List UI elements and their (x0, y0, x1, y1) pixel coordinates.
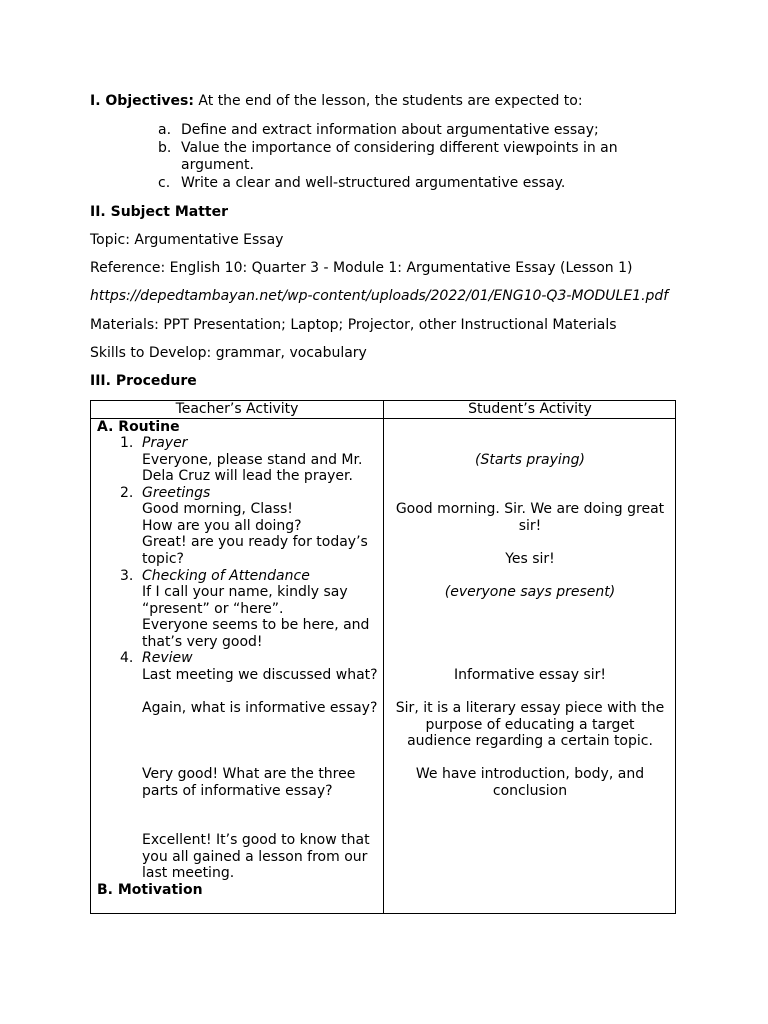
objective-text: Define and extract information about argumentative essay; (181, 122, 599, 138)
student-response: audience regarding a certain topic. (407, 733, 653, 749)
column-divider (383, 401, 384, 913)
item-review: Review (142, 650, 193, 666)
objective-marker: c. (158, 175, 171, 191)
teacher-line: last meeting. (142, 865, 235, 881)
teacher-line: that’s very good! (142, 634, 263, 650)
teacher-line: Everyone, please stand and Mr. (142, 452, 363, 468)
teacher-line: Dela Cruz will lead the prayer. (142, 468, 353, 484)
teacher-line: Excellent! It’s good to know that (142, 832, 370, 848)
objective-text: Write a clear and well-structured argumentative essay. (181, 175, 566, 191)
item-attendance: Checking of Attendance (142, 568, 310, 584)
skills-line: Skills to Develop: grammar, vocabulary (90, 345, 367, 361)
topic-line: Topic: Argumentative Essay (90, 232, 284, 248)
student-response: We have introduction, body, and (415, 766, 645, 782)
teacher-column-header: Teacher’s Activity (175, 401, 299, 417)
objectives-heading: I. Objectives: (90, 93, 194, 109)
student-response: Sir, it is a literary essay piece with the (395, 700, 665, 716)
objective-marker: b. (158, 140, 172, 156)
objectives-line (90, 93, 583, 110)
student-response: Good morning. Sir. We are doing great (395, 501, 665, 517)
student-response: conclusion (492, 783, 568, 799)
teacher-line: Again, what is informative essay? (142, 700, 378, 716)
item-prayer: Prayer (142, 435, 188, 451)
teacher-line: How are you all doing? (142, 518, 302, 534)
student-response: Informative essay sir! (453, 667, 607, 683)
student-response: (everyone says present) (444, 584, 616, 600)
section-routine: A. Routine (97, 419, 180, 435)
subject-matter-heading: II. Subject Matter (90, 204, 229, 220)
teacher-line: If I call your name, kindly say (142, 584, 348, 600)
reference-line: Reference: English 10: Quarter 3 - Module 1: Argumentative Essay (Lesson 1) (90, 260, 633, 276)
section-motivation: B. Motivation (97, 882, 203, 898)
teacher-line: “present” or “here”. (142, 601, 284, 617)
procedure-heading: III. Procedure (90, 373, 197, 389)
student-response: sir! (518, 518, 542, 534)
list-number: 3. (120, 568, 134, 584)
teacher-line: parts of informative essay? (142, 783, 333, 799)
list-number: 4. (120, 650, 134, 666)
list-number: 1. (120, 435, 134, 451)
teacher-line: Last meeting we discussed what? (142, 667, 378, 683)
student-response: Yes sir! (505, 551, 555, 567)
reference-url[interactable]: https://depedtambayan.net/wp-content/uploads/2022/01/ENG10-Q3-MODULE1.pdf (90, 288, 669, 304)
student-column-header: Student’s Activity (468, 401, 592, 417)
objectives-intro: At the end of the lesson, the students are expected to: (198, 93, 583, 109)
student-response: (Starts praying) (474, 452, 586, 468)
materials-line: Materials: PPT Presentation; Laptop; Projector, other Instructional Materials (90, 317, 617, 333)
teacher-line: Good morning, Class! (142, 501, 293, 517)
teacher-line: Everyone seems to be here, and (142, 617, 370, 633)
list-number: 2. (120, 485, 134, 501)
objective-marker: a. (158, 122, 172, 138)
item-greetings: Greetings (142, 485, 211, 501)
teacher-line: Great! are you ready for today’s (142, 534, 368, 550)
procedure-table (90, 400, 676, 914)
teacher-line: you all gained a lesson from our (142, 849, 368, 865)
objective-text: argument. (181, 157, 254, 173)
teacher-line: topic? (142, 551, 184, 567)
teacher-line: Very good! What are the three (142, 766, 356, 782)
objective-text: Value the importance of considering different viewpoints in an (181, 140, 618, 156)
student-response: purpose of educating a target (425, 717, 635, 733)
